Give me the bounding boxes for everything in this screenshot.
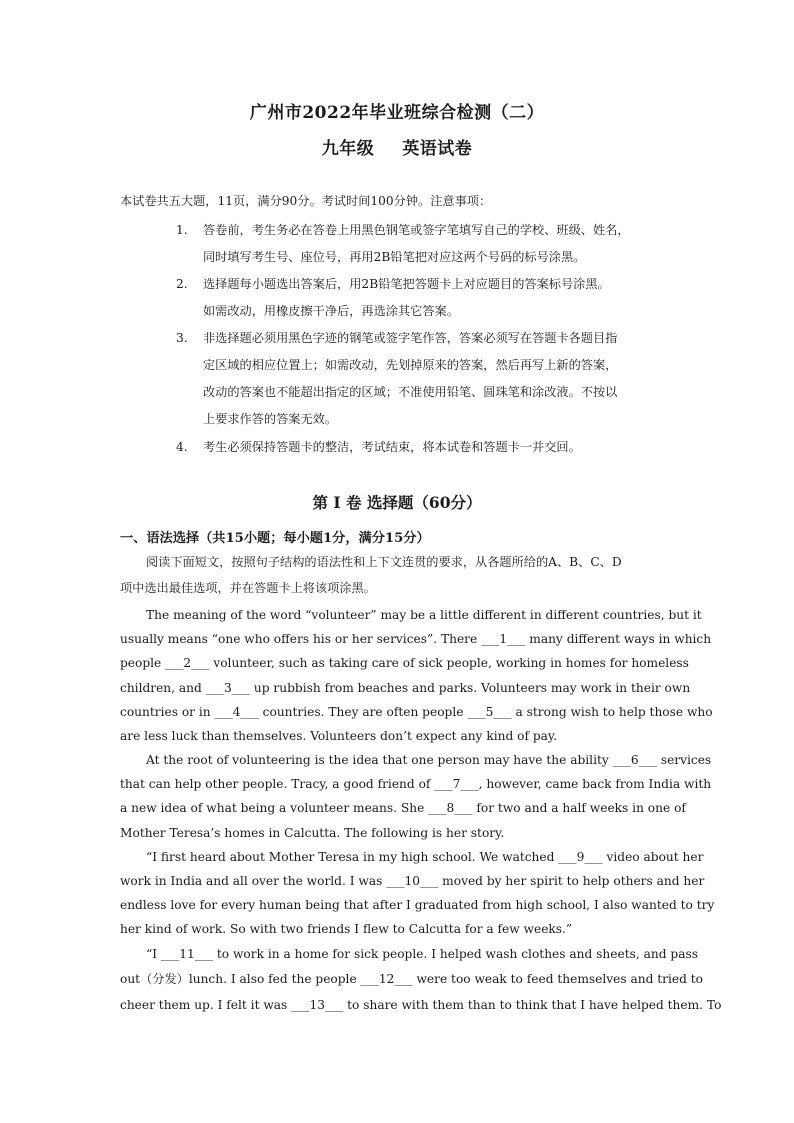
passage-line: her kind of work. So with two friends I flew to Calcutta for a few weeks.” xyxy=(120,922,573,936)
passage-line: “I first heard about Mother Teresa in my high school. We watched ___9___ video about her xyxy=(146,850,704,864)
notice-item-number: 3. xyxy=(176,331,188,345)
notice-item-line: 考生必须保持答题卡的整洁，考试结束，将本试卷和答题卡一并交回。 xyxy=(203,440,581,454)
exam-subtitle xyxy=(0,134,794,159)
grade-label: 九年级 xyxy=(321,139,375,159)
instruction-line: 阅读下面短文，按照句子结构的语法性和上下文连贯的要求，从各题所给的A、B、C、D xyxy=(146,555,622,569)
passage-line: out（分发）lunch. I also fed the people ___12___ were too weak to feed themselves and tried to xyxy=(120,972,704,986)
notice-item-line: 如需改动，用橡皮擦干净后，再选涂其它答案。 xyxy=(203,304,459,318)
notice-item-line: 答卷前，考生务必在答卷上用黑色钢笔或签字笔填写自己的学校、班级、姓名， xyxy=(203,223,630,237)
part-title: 一、语法选择（共15小题；每小题1分，满分15分） xyxy=(120,531,430,546)
notice-item-line: 定区域的相应位置上；如需改动，先划掉原来的答案，然后再写上新的答案， xyxy=(203,358,618,372)
passage-line: that can help other people. Tracy, a good friend of ___7___, however, came back from India with xyxy=(120,777,712,791)
notice-item-number: 4. xyxy=(176,440,188,454)
passage-line: endless love for every human being that after I graduated from high school, I also wanted to try xyxy=(120,898,715,912)
notice-item-line: 上要求作答的答案无效。 xyxy=(203,412,338,426)
section-title: 第 Ⅰ 卷 选择题（60分） xyxy=(312,493,482,512)
exam-title: 广州市2022年毕业班综合检测（二） xyxy=(249,103,545,123)
subject-label: 英语试卷 xyxy=(402,139,473,159)
passage-line: At the root of volunteering is the idea that one person may have the ability ___6___ services xyxy=(146,753,712,767)
passage-line: usually means “one who offers his or her services”. There ___1___ many different ways in which xyxy=(120,632,712,646)
passage-line: countries or in ___4___ countries. They are often people ___5___ a strong wish to help those who xyxy=(120,705,713,719)
notice-item-line: 同时填写考生号、座位号，再用2B铅笔把对应这两个号码的标号涂黑。 xyxy=(203,250,586,264)
instruction-line: 项中选出最佳选项，并在答题卡上将该项涂黑。 xyxy=(120,581,376,595)
notice-item-line: 改动的答案也不能超出指定的区域；不准使用铅笔、圆珠笔和涂改液。不按以 xyxy=(203,385,618,399)
passage-line: cheer them up. I felt it was ___13___ to share with them than to think that I have helped them. To xyxy=(120,998,722,1012)
notice-item-number: 1. xyxy=(176,223,188,237)
notice-item-line: 选择题每小题选出答案后，用2B铅笔把答题卡上对应题目的答案标号涂黑。 xyxy=(203,277,610,291)
passage-line: a new idea of what being a volunteer means. She ___8___ for two and a half weeks in one of xyxy=(120,801,686,815)
passage-line: Mother Teresa’s homes in Calcutta. The following is her story. xyxy=(120,826,505,840)
passage-line: children, and ___3___ up rubbish from beaches and parks. Volunteers may work in their own xyxy=(120,681,691,695)
passage-line: people ___2___ volunteer, such as taking care of sick people, working in homes for homeless xyxy=(120,656,689,670)
notice-intro: 本试卷共五大题，11页，满分90分。考试时间100分钟。注意事项： xyxy=(120,194,492,208)
passage-line: work in India and all over the world. I was ___10___ moved by her spirit to help others and her xyxy=(120,874,705,888)
passage-line: are less luck than themselves. Volunteers don’t expect any kind of pay. xyxy=(120,729,558,743)
notice-item-line: 非选择题必须用黑色字迹的钢笔或签字笔作答，答案必须写在答题卡各题目指 xyxy=(203,331,618,345)
notice-item-number: 2. xyxy=(176,277,188,291)
passage-line: “I ___11___ to work in a home for sick people. I helped wash clothes and sheets, and pass xyxy=(146,947,698,961)
passage-line: The meaning of the word “volunteer” may be a little different in different countries, but it xyxy=(146,608,702,622)
